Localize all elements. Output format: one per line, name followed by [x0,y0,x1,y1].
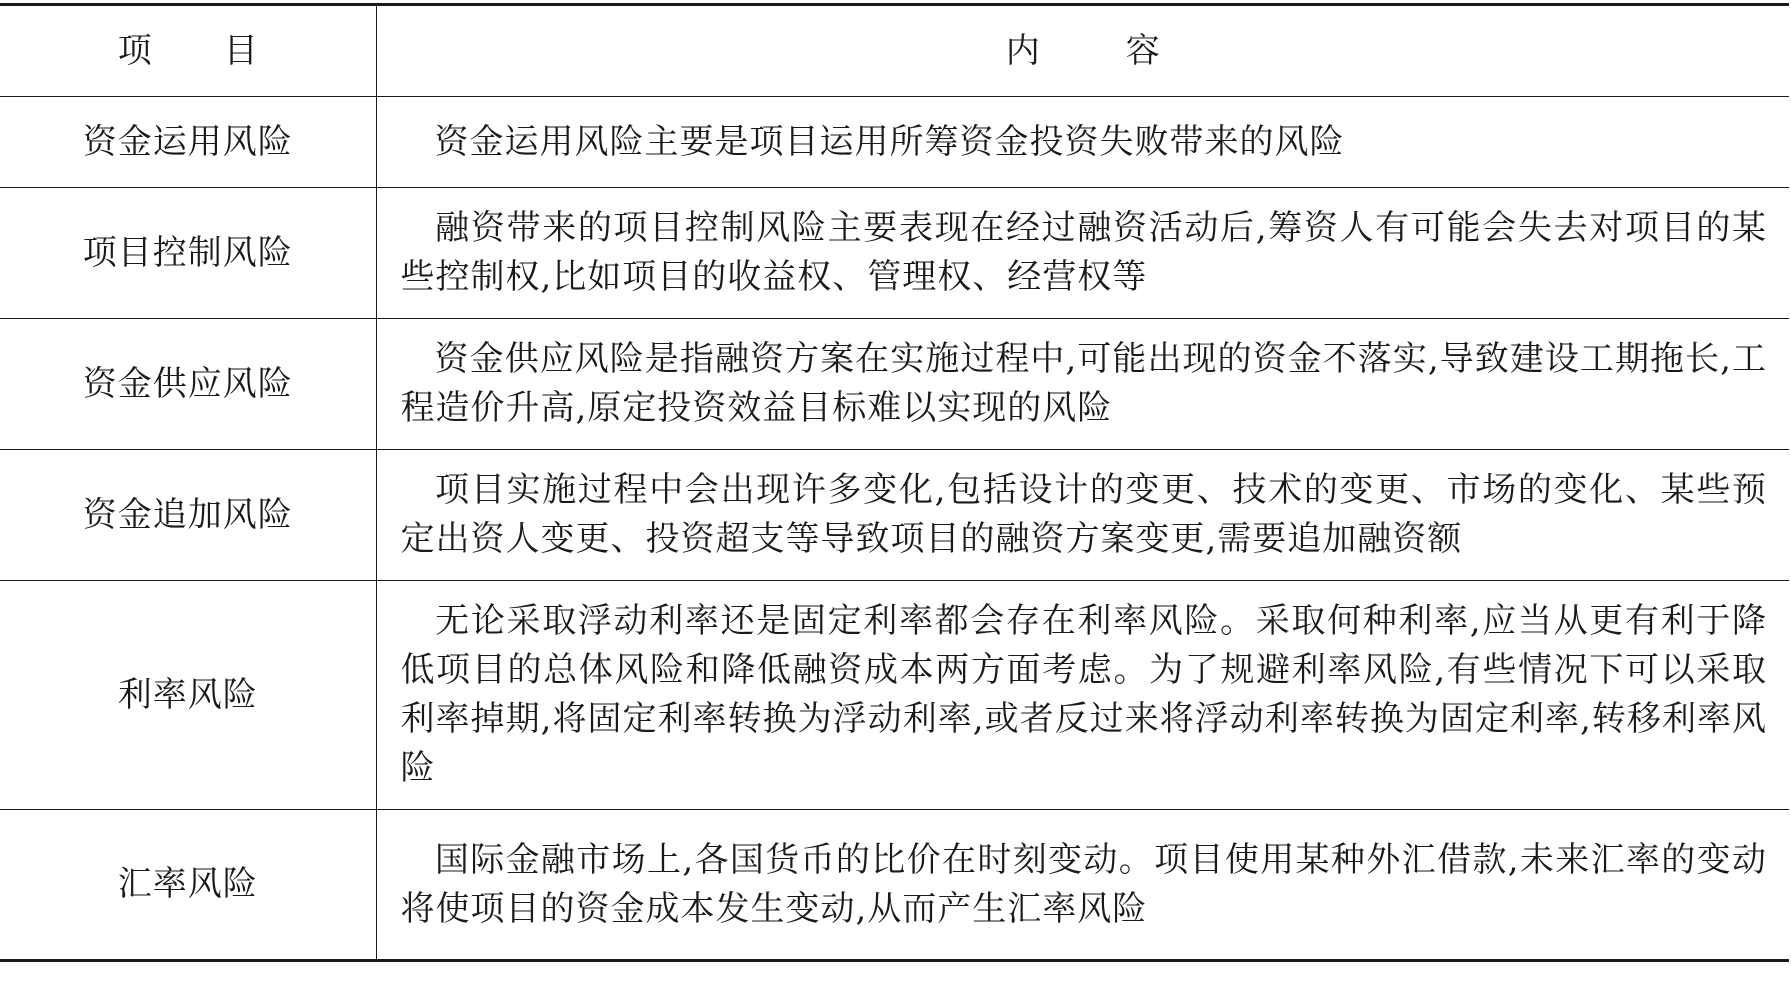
table-row [0,810,1789,961]
risk-description-text: 资金运用风险主要是项目运用所筹资金投资失败带来的风险 [434,121,1345,162]
table-row [0,97,1789,188]
risk-name: 资金追加风险 [0,450,376,581]
header-row [0,5,1789,97]
risk-name: 项目控制风险 [0,188,376,319]
risk-name: 资金运用风险 [0,97,376,188]
risk-description [376,97,1789,188]
risk-description [376,450,1789,581]
risk-name: 利率风险 [0,581,376,810]
table-body [0,97,1789,961]
risk-description-text: 资金供应风险是指融资方案在实施过程中,可能出现的资金不落实,导致建设工期拖长,工程造价升高,原定投资效益目标难以实现的风险 [400,339,1767,428]
risk-description [376,188,1789,319]
risk-description-text: 无论采取浮动利率还是固定利率都会存在利率风险。采取何种利率,应当从更有利于降低项目的总体风险和降低融资成本两方面考虑。为了规避利率风险,有些情况下可以采取利率掉期,将固定利率转换为浮动利率,或者反过来将浮动利率转换为固定利率,转移利率风险 [400,601,1767,788]
table-row [0,188,1789,319]
risk-description [376,810,1789,961]
header-item [0,5,376,97]
header-content-label: 内容 [1005,30,1246,71]
table-row [0,450,1789,581]
header-content [376,5,1789,97]
table-header [0,5,1789,97]
risk-description [376,581,1789,810]
risk-name: 汇率风险 [0,810,376,961]
table-row [0,581,1789,810]
table-row [0,319,1789,450]
risk-description [376,319,1789,450]
header-item-label: 项目 [117,30,330,71]
risk-description-text: 国际金融市场上,各国货币的比价在时刻变动。项目使用某种外汇借款,未来汇率的变动将使项目的资金成本发生变动,从而产生汇率风险 [400,839,1767,929]
risk-name: 资金供应风险 [0,319,376,450]
risk-table [0,3,1789,962]
risk-description-text: 项目实施过程中会出现许多变化,包括设计的变更、技术的变更、市场的变化、某些预定出资人变更、投资超支等导致项目的融资方案变更,需要追加融资额 [400,470,1767,559]
risk-description-text: 融资带来的项目控制风险主要表现在经过融资活动后,筹资人有可能会失去对项目的某些控制权,比如项目的收益权、管理权、经营权等 [400,208,1767,297]
